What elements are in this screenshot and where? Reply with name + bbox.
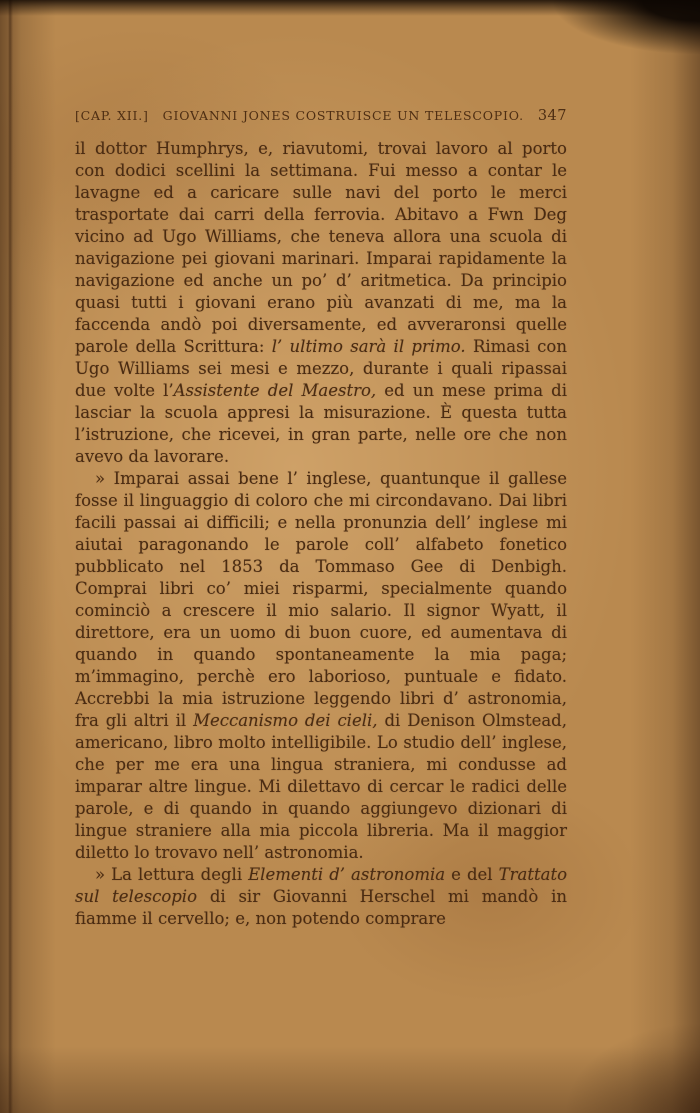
page-content (75, 108, 567, 930)
italic-run: Trattato sul telescopio (75, 865, 568, 906)
text-run: il dottor Humphrys, e, riavutomi, trovai lavoro al porto con dodici scellini la settimana. Fui messo a contar le lavagne ed a caricare sulle navi del porto le merci trasportate dai carri della ferrovia. Abitavo a Fwn Deg vicino ad Ugo Williams, che teneva allora una scuola di navigazione pei giovani marinari. Imparai rapidamente la navigazione ed anche un po’ d’ aritmetica. Da principio quasi tutti i giovani erano più avanzati di me, ma la faccenda andò poi diversamente, ed avveraronsi quelle parole della Scrittura: (75, 139, 567, 356)
page-number: 347 (537, 108, 567, 124)
page-text (75, 138, 567, 930)
paragraph (75, 468, 567, 864)
italic-run: Assistente del Maestro, (173, 381, 377, 400)
text-run: di Denison Olmstead, americano, libro molto intelligibile. Lo studio dell’ inglese, che per me era una lingua straniera, mi condusse ad imparar altre lingue. Mi dilettavo di cercar le radici delle parole, e di quando in quando aggiungevo dizionari di lingue straniere alla mia piccola libreria. Ma il maggior diletto lo trovavo nell’ astronomia. (75, 711, 567, 862)
text-run: » La lettura degli (95, 865, 249, 884)
text-run: » Imparai assai bene l’ inglese, quantunque il gallese fosse il linguaggio di coloro che mi circondavano. Dai libri facili passai ai difficili; e nella pronunzia dell’ inglese mi aiutai paragonando le parole coll’ alfabeto fonetico pubblicato nel 1853 da Tommaso Gee di Denbigh. Comprai libri co’ miei risparmi, specialmente quando cominciò a crescere il mio salario. Il signor Wyatt, il direttore, era un uomo di buon cuore, ed aumentava di quando in quando spontaneamente la mia paga; m’immagino, perchè ero laborioso, puntuale e fidato. Accrebbi la mia istruzione leggendo libri d’ astronomia, fra gli altri il (75, 469, 567, 730)
chapter-label: [CAP. XII.] (75, 108, 149, 123)
italic-run: l’ ultimo sarà il primo. (271, 337, 466, 356)
text-run: di sir Giovanni Herschel mi mandò in fiamme il cervello; e, non potendo comprare (75, 887, 568, 928)
text-run: e del (445, 865, 499, 884)
italic-run: Meccanismo dei cieli, (193, 711, 378, 730)
paragraph (75, 864, 567, 930)
italic-run: Elementi d’ astronomia (248, 865, 446, 884)
text-run: Rimasi con Ugo Williams sei mesi e mezzo, durante i quali ripassai due volte l’ (75, 337, 567, 400)
text-run: ed un mese prima di lasciar la scuola appresi la misurazione. È questa tutta l’istruzione, che ricevei, in gran parte, nelle ore che non avevo da lavorare. (75, 381, 567, 466)
paragraph (75, 138, 567, 468)
page-header (75, 108, 567, 124)
running-title: GIOVANNI JONES COSTRUISCE UN TELESCOPIO. (162, 108, 524, 123)
